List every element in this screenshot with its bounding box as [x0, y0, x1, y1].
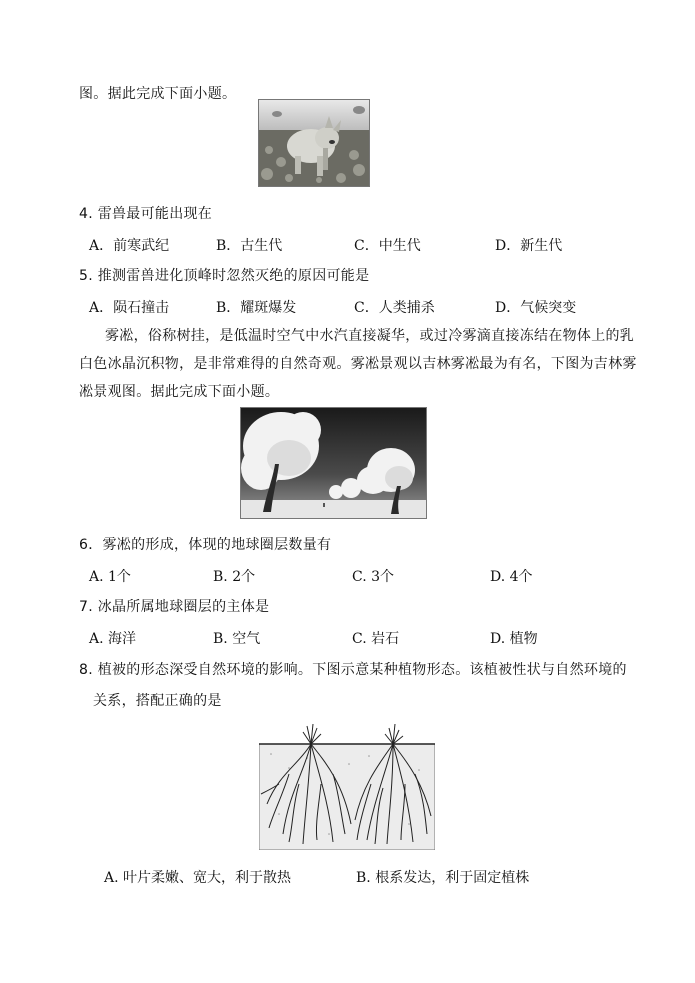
question-8-stem-line-2: 关系，搭配正确的是: [93, 693, 222, 709]
question-7-option-a: A. 海洋: [89, 631, 137, 647]
question-7-stem: 7. 冰晶所属地球圈层的主体是: [79, 599, 270, 615]
question-6-option-b: B. 2个: [213, 569, 256, 585]
question-7-option-c: C. 岩石: [352, 631, 400, 647]
question-8-stem-line-1: 8. 植被的形态深受自然环境的影响。下图示意某种植物形态。该植被性状与自然环境的: [79, 662, 627, 678]
plant-roots-illustration: [259, 724, 435, 850]
question-4-stem: 4. 雷兽最可能出现在: [79, 206, 213, 222]
question-5-option-b: B．耀斑爆发: [216, 300, 297, 316]
passage-line-3: 凇景观图。据此完成下面小题。: [79, 384, 280, 400]
question-8-option-b: B. 根系发达，利于固定植株: [356, 870, 530, 886]
question-5-option-c: C．人类捕杀: [354, 300, 435, 316]
plant-roots-image: [259, 724, 435, 850]
question-5-stem: 5. 推测雷兽进化顶峰时忽然灭绝的原因可能是: [79, 268, 370, 284]
rime-landscape-image: [240, 407, 427, 519]
question-5-option-d: D．气候突变: [495, 300, 577, 316]
question-6-option-a: A. 1个: [89, 569, 131, 585]
question-6-stem: 6．雾凇的形成，体现的地球圈层数量有: [79, 537, 332, 553]
passage-line-1: 雾凇，俗称树挂，是低温时空气中水汽直接凝华，或过冷雾滴直接冻结在物体上的乳: [105, 328, 635, 344]
question-7-option-d: D. 植物: [490, 631, 538, 647]
question-5-option-a: A．陨石撞击: [89, 300, 170, 316]
question-4-option-a: A．前寒武纪: [89, 238, 170, 254]
question-4-option-c: C．中生代: [354, 238, 421, 254]
question-7-option-b: B. 空气: [213, 631, 261, 647]
intro-tail: 图。据此完成下面小题。: [79, 86, 237, 102]
question-6-option-c: C. 3个: [352, 569, 395, 585]
passage-line-2: 白色冰晶沉积物，是非常难得的自然奇观。雾凇景观以吉林雾凇最为有名，下图为吉林雾: [79, 356, 637, 372]
thunder-beast-image: [258, 99, 370, 187]
thunder-beast-illustration: [259, 100, 369, 186]
question-4-option-b: B．古生代: [216, 238, 283, 254]
question-4-option-d: D．新生代: [495, 238, 563, 254]
question-8-option-a: A. 叶片柔嫩、宽大，利于散热: [104, 870, 292, 886]
question-6-option-d: D. 4个: [490, 569, 533, 585]
rime-landscape-illustration: [241, 408, 426, 518]
